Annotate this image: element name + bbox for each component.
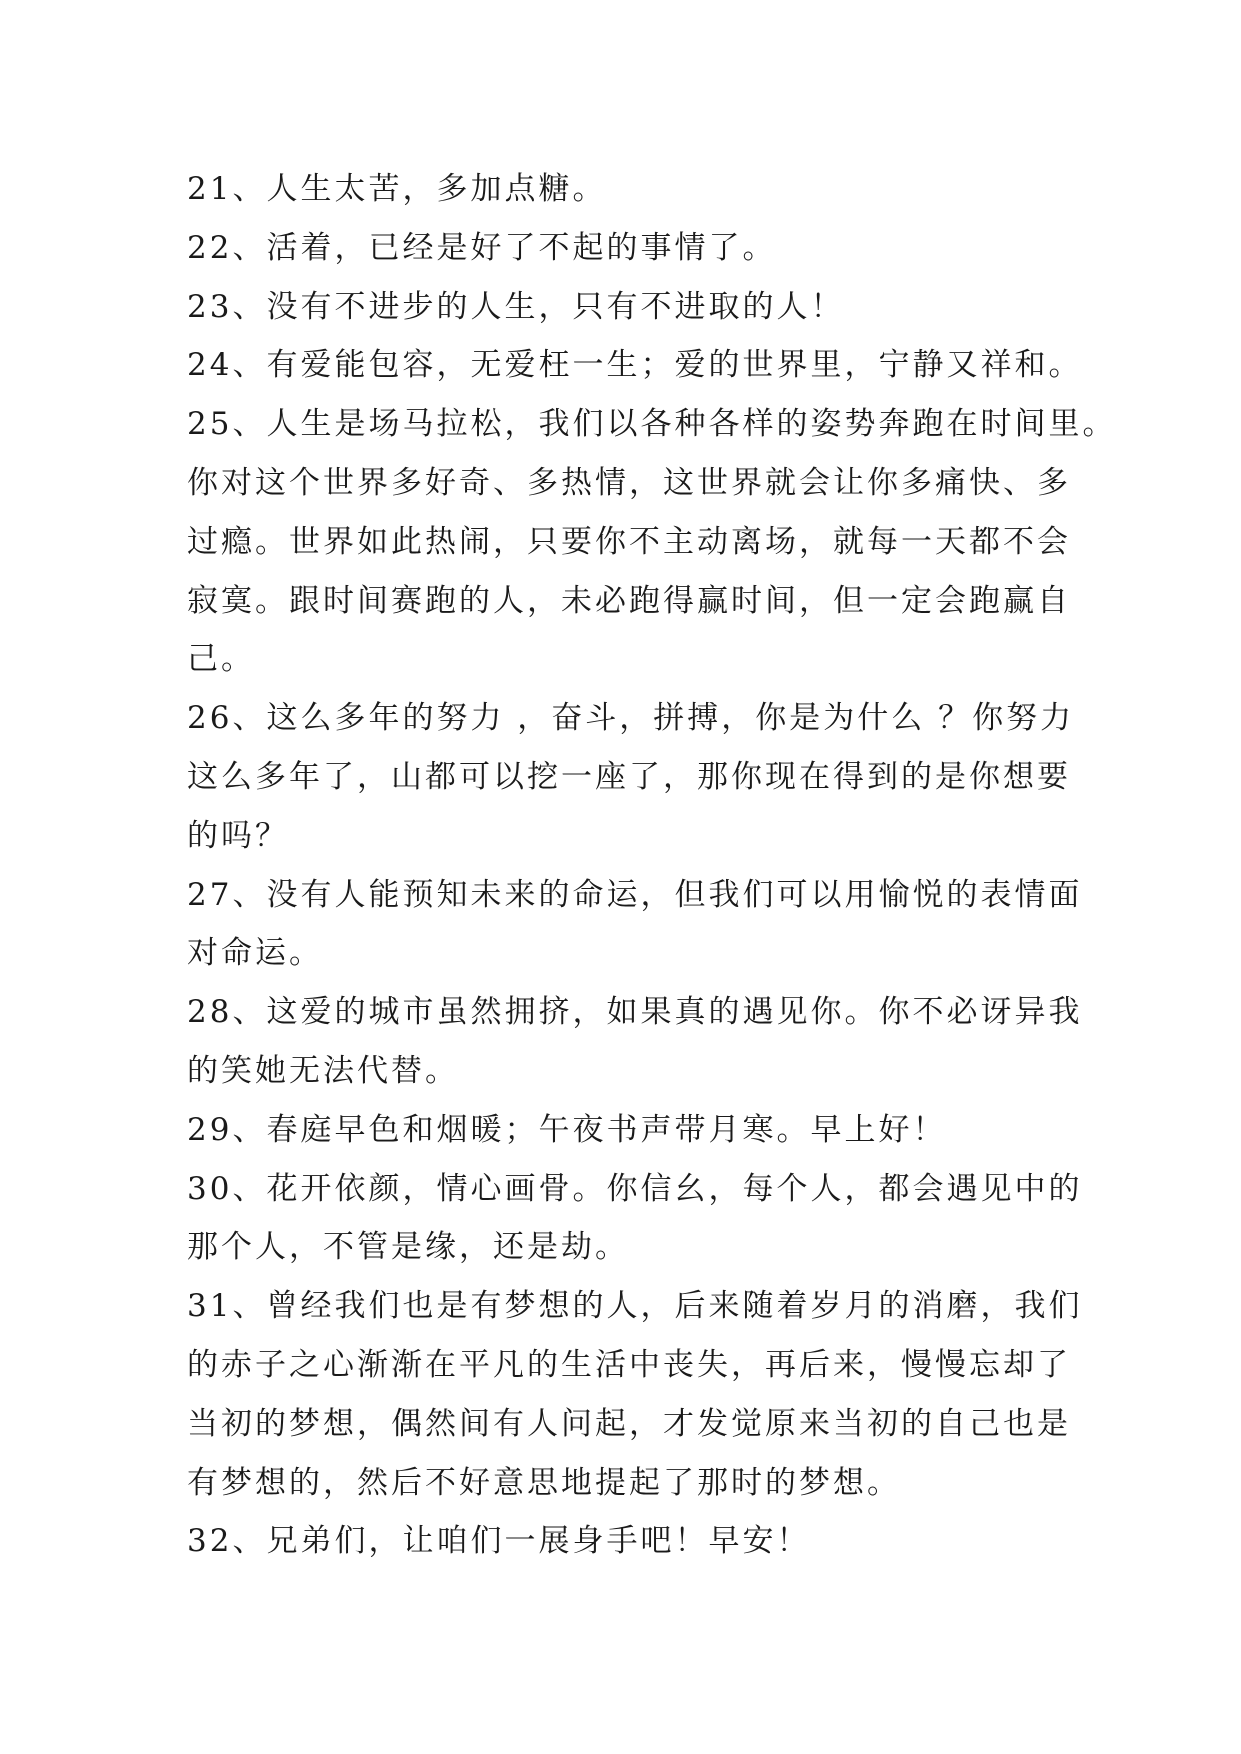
- text-line: 当初的梦想，偶然间有人问起，才发觉原来当初的自己也是: [187, 1405, 1071, 1442]
- text-line: 的吗？: [187, 817, 289, 854]
- text-line: 22、活着，已经是好了不起的事情了。: [187, 229, 777, 266]
- text-line: 那个人，不管是缘，还是劫。: [187, 1229, 629, 1266]
- document-body: [187, 160, 1117, 1571]
- text-line: 21、人生太苦，多加点糖。: [187, 171, 607, 207]
- text-line: 26、这么多年的努力 ，奋斗，拼搏，你是为什么 ？你努力: [187, 700, 1075, 737]
- text-line: 你对这个世界多好奇、多热情，这世界就会让你多痛快、多: [187, 464, 1071, 501]
- text-line: 对命运。: [187, 935, 323, 972]
- text-line: 有梦想的，然后不好意思地提起了那时的梦想。: [187, 1464, 901, 1501]
- text-line: 27、没有人能预知未来的命运，但我们可以用愉悦的表情面: [187, 876, 1083, 913]
- text-line: 28、这爱的城市虽然拥挤，如果真的遇见你。你不必讶异我: [187, 994, 1083, 1031]
- text-line: 29、春庭早色和烟暖；午夜书声带月寒。早上好！: [187, 1111, 947, 1148]
- text-line: 的笑她无法代替。: [187, 1052, 459, 1089]
- text-line: 31、曾经我们也是有梦想的人，后来随着岁月的消磨，我们: [187, 1288, 1083, 1325]
- text-line: 过瘾。世界如此热闹，只要你不主动离场，就每一天都不会: [187, 523, 1071, 560]
- text-line: 25、人生是场马拉松，我们以各种各样的姿势奔跑在时间里。: [187, 406, 1117, 443]
- text-line: 这么多年了，山都可以挖一座了，那你现在得到的是你想要: [187, 758, 1071, 795]
- text-line: 23、没有不进步的人生，只有不进取的人！: [187, 288, 845, 325]
- text-line: 32、兄弟们，让咱们一展身手吧！早安！: [187, 1523, 811, 1560]
- text-line: 24、有爱能包容，无爱枉一生；爱的世界里，宁静又祥和。: [187, 347, 1083, 384]
- text-line: 己。: [187, 641, 255, 678]
- text-line: 30、花开依颜，情心画骨。你信幺，每个人，都会遇见中的: [187, 1170, 1083, 1207]
- text-line: 寂寞。跟时间赛跑的人，未必跑得赢时间，但一定会跑赢自: [187, 582, 1071, 619]
- text-line: 的赤子之心渐渐在平凡的生活中丧失，再后来，慢慢忘却了: [187, 1346, 1071, 1383]
